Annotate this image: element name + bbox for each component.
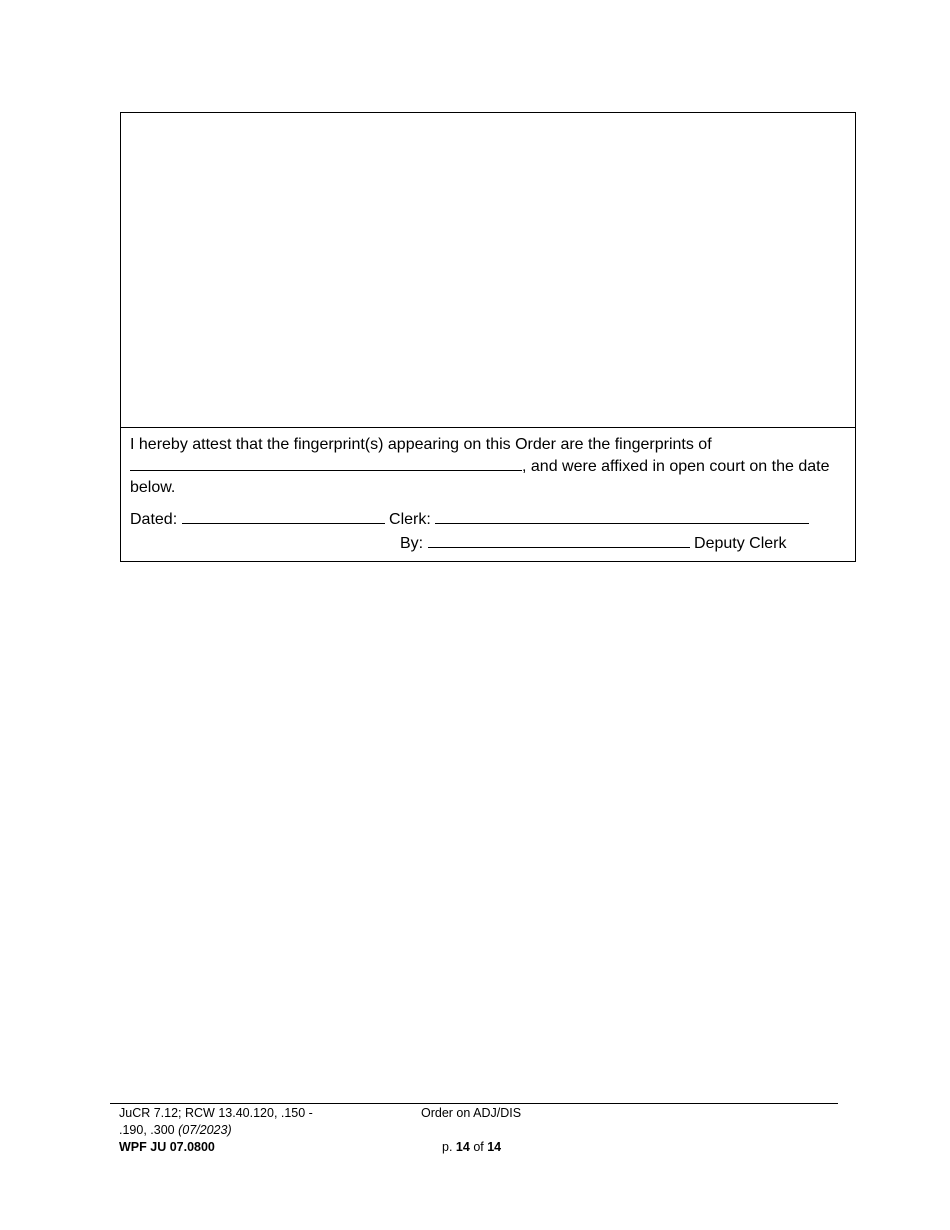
fingerprint-area — [121, 113, 855, 428]
clerk-label: Clerk: — [389, 511, 431, 528]
attestation-line1: I hereby attest that the fingerprint(s) appearing on this Order are the fingerprints of — [130, 436, 712, 453]
page-prefix: p. — [442, 1140, 453, 1154]
revision-date: (07/2023) — [178, 1123, 232, 1137]
deputy-clerk-label: Deputy Clerk — [694, 535, 787, 552]
dated-label: Dated: — [130, 511, 178, 528]
page-current: 14 — [455, 1140, 470, 1154]
attestation-text — [130, 434, 850, 498]
citation-line2: .190, .300 — [119, 1123, 175, 1137]
page-of: of — [473, 1140, 484, 1154]
page-number — [442, 1139, 501, 1156]
page-total: 14 — [487, 1140, 502, 1154]
by-label: By: — [400, 535, 424, 552]
footer-title: Order on ADJ/DIS — [421, 1106, 522, 1120]
name-blank[interactable] — [130, 455, 522, 471]
dated-clerk-row — [130, 508, 809, 529]
fingerprint-attestation-box — [120, 112, 856, 562]
by-row — [400, 532, 787, 553]
footer-divider — [110, 1103, 838, 1104]
citation-line1: JuCR 7.12; RCW 13.40.120, .150 - — [119, 1106, 313, 1120]
form-number: WPF JU 07.0800 — [119, 1140, 215, 1154]
footer-citation — [119, 1105, 313, 1156]
dated-blank[interactable] — [182, 508, 385, 524]
by-blank[interactable] — [428, 532, 690, 548]
clerk-blank[interactable] — [435, 508, 809, 524]
attestation-line2: , and were affixed in open court on the date — [522, 458, 830, 475]
attestation-line3: below. — [130, 479, 176, 496]
